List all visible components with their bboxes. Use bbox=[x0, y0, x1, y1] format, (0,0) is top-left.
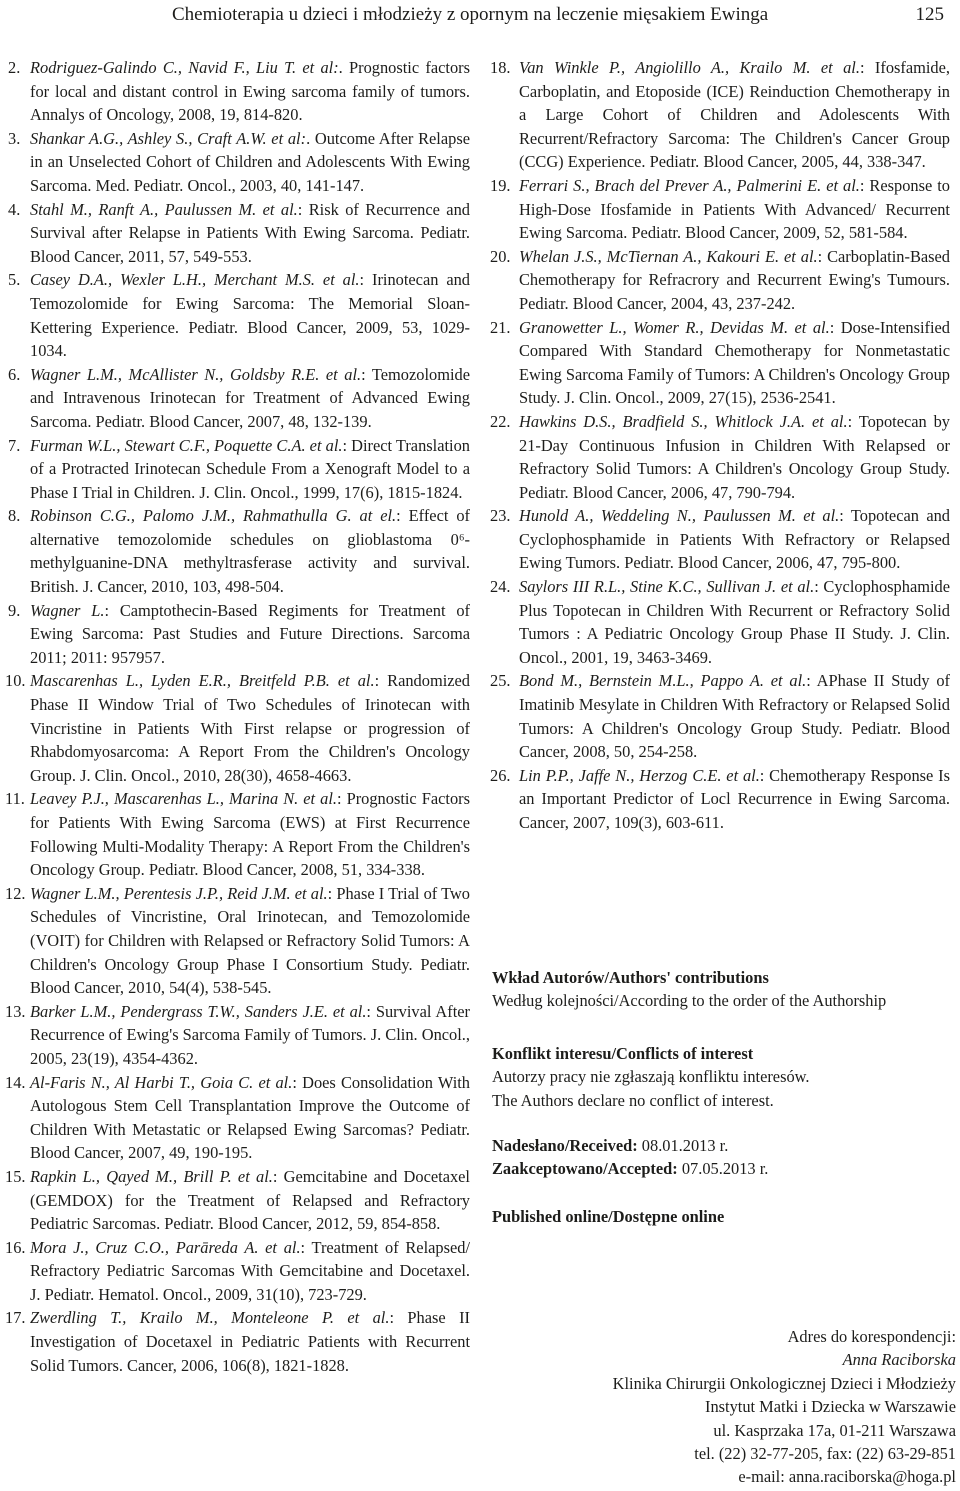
reference-text: : Does Consolidation With Autologous Stem Cell Transplantation Improve the Outcome of Children With Metastatic or Relapsed Ewing Sarcomas? Pediatr. Blood Cancer, 2007, 49, 190-195. bbox=[30, 1072, 470, 1163]
reference-text: : Ifosfamide, Carboplatin, and Etoposide (ICE) Reinduction Chemotherapy in a Large Cohort of Children and Adolescents With Recurrent/Refractory Sarcoma: The Children's Cancer Group (CCG) Experience. Pediatr. Blood Cancer, 2005, 44, 338-347. bbox=[519, 58, 950, 172]
correspondence-address bbox=[516, 1325, 956, 1489]
reference-number: 25. bbox=[490, 671, 511, 691]
reference-item bbox=[8, 504, 470, 598]
contributions-heading: Wkład Autorów/Authors' contributions bbox=[492, 968, 769, 987]
accepted-label: Zaakceptowano/Accepted: bbox=[492, 1159, 678, 1179]
reference-authors: Mora J., Cruz C.O., Parāreda A. et al. bbox=[30, 1237, 301, 1257]
reference-item bbox=[5, 1000, 470, 1071]
reference-number: 21. bbox=[490, 317, 511, 337]
reference-number: 17. bbox=[5, 1308, 26, 1328]
reference-text: : Topotecan and Cyclophosphamide in Patients With Refractory or Relapsed Ewing Tumors. Pediatr. Blood Cancer, 2006, 47, 795-800. bbox=[519, 506, 950, 573]
article-dates bbox=[492, 1134, 952, 1181]
reference-number: 16. bbox=[5, 1237, 26, 1257]
reference-item bbox=[5, 1071, 470, 1165]
reference-number: 23. bbox=[490, 506, 511, 526]
running-header bbox=[0, 0, 960, 40]
reference-authors: Rapkin L., Qayed M., Brill P. et al. bbox=[30, 1166, 273, 1186]
reference-text: : Gemcitabine and Docetaxel (GEMDOX) for the Treatment of Relapsed and Refractory Pediatric Sarcomas. Pediatr. Blood Cancer, 2012, 59, 854-858. bbox=[30, 1166, 470, 1234]
reference-text: : Phase I Trial of Two Schedules of Vincristine, Oral Irinotecan, and Temozolomide (VOIT) for Children with Relapsed or Refractory Solid Tumors: A Children's Oncology Group Phase I Consortium Study. Pediatr. Blood Cancer, 2010, 54(4), 538-545. bbox=[30, 883, 470, 998]
reference-text: : Randomized Phase II Window Trial of Two Schedules of Irinotecan with Vincristine in Patients With First relapse or progression of Rhabdomyosarcoma: A Report From the Children's Oncology Group. J. Clin. Oncol., 2010, 28(30), 4658-4663. bbox=[30, 671, 470, 785]
running-title: Chemioterapia u dzieci i młodzieży z opornym na leczenie mięsakiem Ewinga bbox=[172, 4, 769, 25]
reference-authors: Hunold A., Weddeling N., Paulussen M. et al. bbox=[519, 506, 840, 526]
address-label: Adres do korespondencji: bbox=[787, 1327, 956, 1346]
reference-authors: Barker L.M., Pendergrass T.W., Sanders J.E. et al. bbox=[30, 1001, 367, 1021]
reference-number: 6. bbox=[8, 364, 21, 384]
published-online bbox=[492, 1205, 952, 1228]
reference-item bbox=[490, 56, 950, 174]
reference-text: : Dose-Intensified Compared With Standard Chemotherapy for Nonmetastatic Ewing Sarcoma Family of Tumors: A Children's Oncology Group Study. J. Clin. Oncol., 2009, 27(15), 2536-2541. bbox=[519, 317, 951, 408]
reference-item bbox=[8, 363, 470, 434]
reference-text: : Carboplatin-Based Chemotherapy for Refracrory and Recurrent Ewing's Tumours. Pediatr. Blood Cancer, 2004, 43, 237-242. bbox=[519, 246, 950, 313]
reference-item bbox=[490, 669, 950, 763]
reference-item bbox=[490, 575, 950, 669]
reference-text: : Cyclophosphamide Plus Topotecan in Children With Recurrent or Refractory Solid Tumors : A Pediatric Oncology Group Phase II Study. J. Clin. Oncol., 2001, 19, 3463-3469. bbox=[519, 577, 950, 667]
reference-item bbox=[490, 504, 950, 575]
published-label: Published online/Dostępne online bbox=[492, 1207, 725, 1226]
reference-text: : Camptothecin-Based Regiments for Treatment of Ewing Sarcoma: Past Studies and Future Directions. Sarcoma 2011; 2011: 957957. bbox=[30, 600, 471, 667]
references-right-column bbox=[490, 56, 950, 835]
reference-text: : Irinotecan and Temozolomide for Ewing Sarcoma: The Memorial Sloan-Kettering Experience. Pediatr. Blood Cancer, 2009, 53, 1029-1034. bbox=[30, 270, 470, 361]
reference-number: 3. bbox=[8, 128, 21, 148]
reference-authors: Robinson C.G., Palomo J.M., Rahmathulla G. at el. bbox=[30, 506, 397, 526]
reference-number: 13. bbox=[5, 1001, 26, 1021]
reference-number: 12. bbox=[5, 883, 26, 903]
reference-number: 7. bbox=[8, 435, 21, 455]
reference-authors: Lin P.P., Jaffe N., Herzog C.E. et al. bbox=[519, 765, 760, 785]
authors-contributions bbox=[492, 966, 952, 1013]
reference-text: . Prognostic factors for local and distant control in Ewing sarcoma family of tumors. Annalys of Oncology, 2008, 19, 814-820. bbox=[30, 58, 470, 125]
reference-number: 15. bbox=[5, 1166, 26, 1186]
address-clinic: Klinika Chirurgii Onkologicznej Dzieci i Młodzieży bbox=[612, 1373, 956, 1393]
reference-authors: Stahl M., Ranft A., Paulussen M. et al. bbox=[30, 199, 298, 219]
reference-item bbox=[8, 56, 470, 127]
reference-number: 22. bbox=[490, 411, 511, 431]
reference-number: 10. bbox=[5, 671, 26, 691]
address-phone: tel. (22) 32-77-205, fax: (22) 63-29-851 bbox=[694, 1444, 956, 1464]
reference-item bbox=[5, 1236, 471, 1307]
reference-number: 19. bbox=[490, 175, 511, 195]
reference-authors: Casey D.A., Wexler L.H., Merchant M.S. et al. bbox=[30, 270, 360, 290]
reference-text: . Outcome After Relapse in an Unselected Cohort of Children and Adolescents With Ewing Sarcoma. Med. Pediatr. Oncol., 2003, 40, 141-147. bbox=[30, 128, 470, 195]
reference-item bbox=[5, 787, 470, 881]
reference-authors: Wagner L. bbox=[30, 600, 105, 620]
reference-item bbox=[5, 669, 470, 787]
reference-authors: Van Winkle P., Angiolillo A., Krailo M. et al. bbox=[519, 58, 860, 77]
received-label: Nadesłano/Received: bbox=[492, 1136, 638, 1155]
reference-number: 11. bbox=[5, 789, 25, 809]
received-value: 08.01.2013 r. bbox=[641, 1136, 729, 1155]
reference-item bbox=[490, 410, 950, 504]
reference-item bbox=[490, 764, 950, 835]
conflict-heading: Konflikt interesu/Conflicts of interest bbox=[492, 1044, 754, 1063]
reference-number: 4. bbox=[8, 199, 21, 219]
reference-authors: Wagner L.M., Perentesis J.P., Reid J.M. et al. bbox=[30, 883, 328, 903]
reference-authors: Hawkins D.S., Bradfield S., Whitlock J.A. et al. bbox=[519, 411, 848, 431]
contributions-text: Według kolejności/According to the order of the Authorship bbox=[492, 991, 887, 1011]
reference-item bbox=[490, 316, 950, 410]
reference-item bbox=[8, 434, 470, 505]
reference-text: : Phase II Investigation of Docetaxel in Pediatric Patients with Recurrent Solid Tumors. Cancer, 2006, 106(8), 1821-1828. bbox=[30, 1308, 471, 1375]
reference-item bbox=[8, 198, 470, 269]
reference-text: : Temozolomide and Intravenous Irinotecan for Treatment of Advanced Ewing Sarcoma. Pediatr. Blood Cancer, 2007, 48, 132-139. bbox=[30, 364, 470, 431]
address-name: Anna Raciborska bbox=[842, 1350, 956, 1370]
reference-text: : Direct Translation of a Protracted Irinotecan Schedule From a Xenograft Model to a Phase I Trial in Children. J. Clin. Oncol., 1999, 17(6), 1815-1824. bbox=[30, 435, 470, 502]
reference-authors: Wagner L.M., McAllister N., Goldsby R.E. et al. bbox=[30, 364, 362, 384]
reference-text: : Chemotherapy Response Is an Important Predictor of Locl Recurrence in Ewing Sarcoma. Cancer, 2007, 109(3), 603-611. bbox=[519, 765, 950, 832]
reference-number: 24. bbox=[490, 577, 511, 597]
reference-number: 14. bbox=[5, 1072, 26, 1092]
reference-item bbox=[5, 882, 470, 1000]
reference-text: : Risk of Recurrence and Survival after Relapse in Patients With Ewing Sarcoma. Pediatr. Blood Cancer, 2011, 57, 549-553. bbox=[30, 199, 470, 266]
address-institute: Instytut Matki i Dziecka w Warszawie bbox=[705, 1397, 956, 1417]
reference-item bbox=[490, 245, 950, 316]
reference-authors: Shankar A.G., Ashley S., Craft A.W. et al: bbox=[30, 128, 307, 148]
conflict-line-en: The Authors declare no conflict of interest. bbox=[492, 1090, 774, 1110]
reference-item bbox=[490, 174, 950, 245]
reference-text: : Survival After Recurrence of Ewing's Sarcoma Family of Tumors. J. Clin. Oncol., 2005, 23(19), 4354-4362. bbox=[30, 1001, 470, 1068]
reference-authors: Ferrari S., Brach del Prever A., Palmerini E. et al. bbox=[519, 175, 860, 195]
reference-authors: Al-Faris N., Al Harbi T., Goia C. et al. bbox=[30, 1072, 293, 1092]
reference-text: : Prognostic Factors for Patients With Ewing Sarcoma (EWS) at First Recurrence Following Multi-Modality Therapy: A Report From the Children's Oncology Group. Pediatr. Blood Cancer, 2008, 51, 334-338. bbox=[30, 789, 470, 880]
reference-number: 26. bbox=[490, 765, 511, 785]
reference-authors: Bond M., Bernstein M.L., Pappo A. et al. bbox=[519, 671, 807, 691]
reference-text: : Response to High-Dose Ifosfamide in Patients With Advanced/ Recurrent Ewing Sarcoma. Pediatr. Blood Cancer, 2009, 52, 581-584. bbox=[519, 175, 950, 243]
reference-item bbox=[8, 268, 470, 362]
reference-text: : Effect of alternative temozolomide schedules on glioblastoma 0⁶-methylguanine-DNA methyltrasferase activity and survival. British. J. Cancer, 2010, 103, 498-504. bbox=[30, 506, 471, 597]
reference-text: : Topotecan by 21-Day Continuous Infusion in Children With Relapsed or Refractory Solid Tumors: A Children's Oncology Group Study. Pediatr. Blood Cancer, 2006, 47, 790-794. bbox=[519, 411, 950, 502]
address-email[interactable]: e-mail: anna.raciborska@hoga.pl bbox=[738, 1467, 956, 1487]
reference-authors: Rodriguez-Galindo C., Navid F., Liu T. et al: bbox=[30, 58, 339, 77]
reference-number: 2. bbox=[8, 58, 21, 77]
reference-text: : Treatment of Relapsed/ Refractory Pediatric Sarcomas With Gemcitabine and Docetaxel. J. Pediatr. Hematol. Oncol., 2009, 31(10), 723-729. bbox=[30, 1237, 471, 1304]
received-date bbox=[492, 1134, 952, 1157]
reference-authors: Mascarenhas L., Lyden E.R., Breitfeld P.B. et al. bbox=[30, 671, 375, 691]
reference-authors: Furman W.L., Stewart C.F., Poquette C.A. et al. bbox=[30, 435, 343, 455]
reference-item bbox=[5, 1165, 470, 1236]
reference-number: 5. bbox=[8, 270, 21, 290]
accepted-date bbox=[492, 1157, 952, 1180]
reference-number: 20. bbox=[490, 246, 511, 266]
address-street: ul. Kasprzaka 17a, 01-211 Warszawa bbox=[713, 1420, 956, 1440]
references-left-column bbox=[5, 56, 471, 1377]
reference-number: 9. bbox=[8, 600, 21, 620]
reference-number: 8. bbox=[8, 506, 21, 526]
reference-item bbox=[8, 127, 470, 198]
reference-item bbox=[8, 599, 470, 670]
accepted-value: 07.05.2013 r. bbox=[681, 1159, 769, 1179]
conflict-line-pl: Autorzy pracy nie zgłaszają konfliktu interesów. bbox=[492, 1067, 810, 1087]
reference-number: 18. bbox=[490, 58, 511, 77]
reference-text: : APhase II Study of Imatinib Mesylate in Children With Refractory or Relapsed Solid Tumors: A Children's Oncology Group Study. Pediatr. Blood Cancer, 2008, 50, 254-258. bbox=[519, 671, 950, 762]
reference-authors: Saylors III R.L., Stine K.C., Sullivan J. et al. bbox=[519, 577, 815, 597]
reference-authors: Whelan J.S., McTiernan A., Kakouri E. et al. bbox=[519, 246, 818, 266]
reference-authors: Leavey P.J., Mascarenhas L., Marina N. et al. bbox=[30, 789, 337, 809]
reference-authors: Zwerdling T., Krailo M., Monteleone P. et al. bbox=[30, 1308, 390, 1328]
conflict-of-interest bbox=[492, 1042, 952, 1112]
reference-item bbox=[5, 1306, 471, 1377]
reference-authors: Granowetter L., Womer R., Devidas M. et al. bbox=[519, 317, 830, 337]
page-number: 125 bbox=[915, 4, 944, 25]
